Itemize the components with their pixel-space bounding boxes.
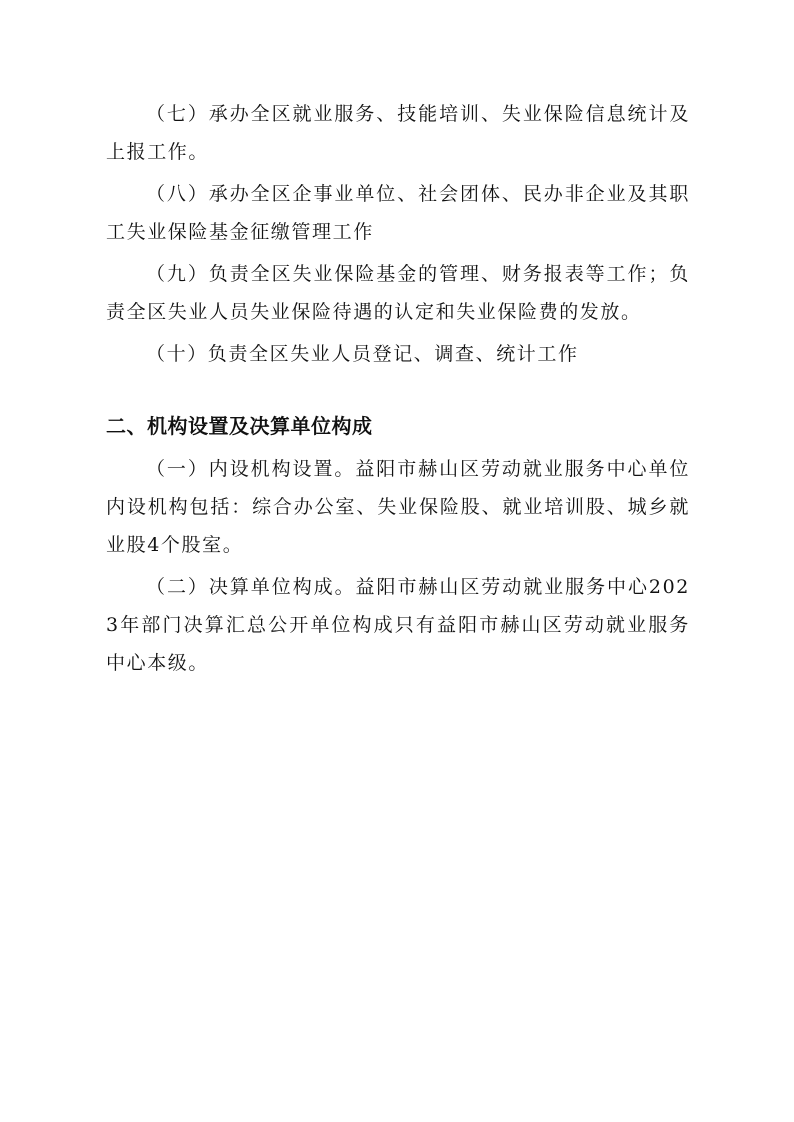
internal-structure-paragraph: （一）内设机构设置。益阳市赫山区劳动就业服务中心单位内设机构包括：综合办公室、失业保险股、就业培训股、城乡就业股4个股室。 bbox=[106, 458, 690, 556]
duty-item-8: （八）承办全区企事业单位、社会团体、民办非企业及其职工失业保险基金征缴管理工作 bbox=[106, 183, 690, 243]
section-heading: 二、机构设置及决算单位构成 bbox=[106, 414, 373, 438]
duty-item-9: （九）负责全区失业保险基金的管理、财务报表等工作；负责全区失业人员失业保险待遇的认定和失业保险费的发放。 bbox=[106, 263, 690, 323]
duty-item-10: （十）负责全区失业人员登记、调查、统计工作 bbox=[146, 343, 579, 365]
budget-unit-paragraph: （二）决算单位构成。益阳市赫山区劳动就业服务中心2023年部门决算汇总公开单位构成只有益阳市赫山区劳动就业服务中心本级。 bbox=[106, 576, 690, 674]
duty-item-7: （七）承办全区就业服务、技能培训、失业保险信息统计及上报工作。 bbox=[106, 103, 690, 163]
